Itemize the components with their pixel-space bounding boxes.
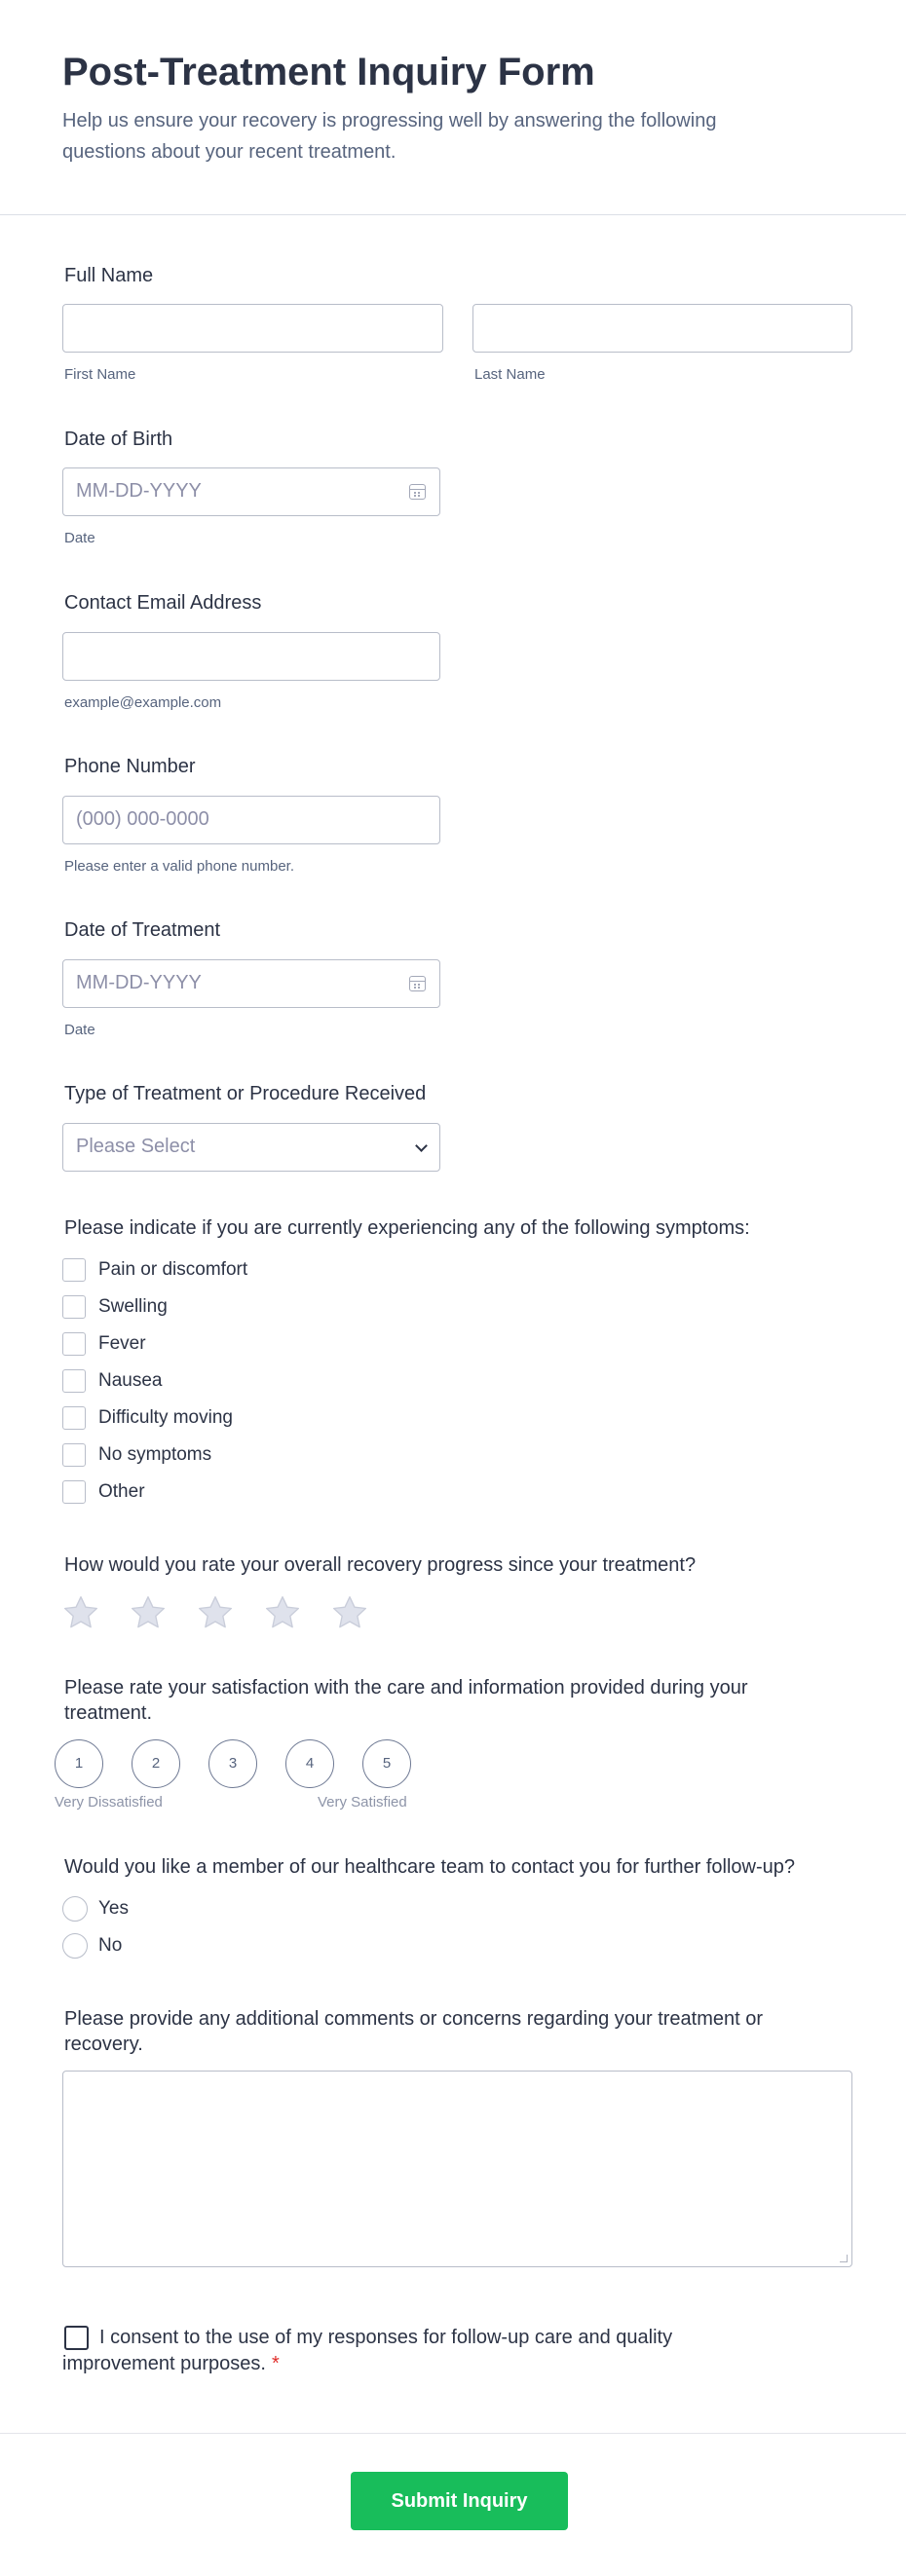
phone-input[interactable] xyxy=(62,796,440,844)
form-title: Post-Treatment Inquiry Form xyxy=(62,51,595,93)
satisfaction-label: Please rate your satisfaction with the care and information provided during your treatment. xyxy=(64,1677,748,1724)
followup-option-label: No xyxy=(98,1935,123,1956)
symptom-option-label: Nausea xyxy=(98,1370,163,1391)
symptom-option-label: No symptoms xyxy=(98,1444,212,1465)
last-name-input[interactable] xyxy=(472,304,852,353)
treatment-type-label: Type of Treatment or Procedure Received xyxy=(64,1083,427,1104)
checkbox[interactable] xyxy=(62,1295,86,1319)
consent-text: I consent to the use of my responses for follow-up care and quality improvement purposes. xyxy=(62,2327,673,2374)
required-asterisk: * xyxy=(271,2353,280,2374)
treatment-date-input[interactable] xyxy=(62,959,440,1008)
checkbox[interactable] xyxy=(62,1258,86,1282)
last-name-sublabel: Last Name xyxy=(474,366,546,383)
checkbox[interactable] xyxy=(62,1369,86,1393)
email-sublabel: example@example.com xyxy=(64,694,222,711)
comments-textarea[interactable] xyxy=(62,2071,852,2267)
treatment-date-placeholder: MM-DD-YYYY xyxy=(76,972,202,993)
scale-option-5[interactable]: 5 xyxy=(362,1739,411,1788)
full-name-label: Full Name xyxy=(64,265,154,286)
phone-label: Phone Number xyxy=(64,756,196,777)
first-name-input[interactable] xyxy=(62,304,443,353)
scale-high-label: Very Satisfied xyxy=(318,1794,407,1811)
star-icon[interactable] xyxy=(196,1593,235,1632)
treatment-type-selected: Please Select xyxy=(76,1136,196,1157)
symptom-option-label: Difficulty moving xyxy=(98,1407,233,1428)
calendar-icon[interactable] xyxy=(409,976,426,991)
resize-handle-icon[interactable] xyxy=(840,2255,848,2262)
symptom-option-label: Pain or discomfort xyxy=(98,1259,248,1280)
chevron-down-icon xyxy=(415,1139,428,1152)
scale-option-1[interactable]: 1 xyxy=(55,1739,103,1788)
dob-label: Date of Birth xyxy=(64,429,173,450)
radio-button[interactable] xyxy=(62,1933,88,1959)
star-icon[interactable] xyxy=(129,1593,168,1632)
star-icon[interactable] xyxy=(330,1593,369,1632)
consent-label xyxy=(62,2325,783,2377)
star-icon[interactable] xyxy=(263,1593,302,1632)
checkbox[interactable] xyxy=(62,1406,86,1430)
scale-option-2[interactable]: 2 xyxy=(132,1739,180,1788)
form-description: Help us ensure your recovery is progressing well by answering the following questions about your recent treatment. xyxy=(62,110,717,163)
symptom-option-label: Fever xyxy=(98,1333,146,1354)
comments-label: Please provide any additional comments or concerns regarding your treatment or recovery. xyxy=(64,2008,764,2055)
symptom-option-label: Swelling xyxy=(98,1296,168,1317)
scale-option-3[interactable]: 3 xyxy=(208,1739,257,1788)
checkbox[interactable] xyxy=(62,1443,86,1467)
calendar-icon[interactable] xyxy=(409,484,426,500)
star-icon[interactable] xyxy=(61,1593,100,1632)
symptom-option-label: Other xyxy=(98,1481,145,1502)
followup-option-label: Yes xyxy=(98,1898,129,1919)
phone-placeholder: (000) 000-0000 xyxy=(76,808,209,830)
scale-low-label: Very Dissatisfied xyxy=(55,1794,163,1811)
followup-label: Would you like a member of our healthcare team to contact you for further follow-up? xyxy=(64,1856,796,1878)
scale-option-4[interactable]: 4 xyxy=(285,1739,334,1788)
treatment-date-label: Date of Treatment xyxy=(64,919,221,941)
recovery-rating-label: How would you rate your overall recovery progress since your treatment? xyxy=(64,1554,697,1576)
form-header xyxy=(0,0,906,215)
email-label: Contact Email Address xyxy=(64,592,262,614)
dob-placeholder: MM-DD-YYYY xyxy=(76,480,202,502)
radio-button[interactable] xyxy=(62,1896,88,1922)
submit-button[interactable]: Submit Inquiry xyxy=(351,2472,568,2530)
dob-sublabel: Date xyxy=(64,530,95,546)
treatment-date-sublabel: Date xyxy=(64,1022,95,1038)
phone-sublabel: Please enter a valid phone number. xyxy=(64,858,294,875)
first-name-sublabel: First Name xyxy=(64,366,136,383)
symptoms-label: Please indicate if you are currently experiencing any of the following symptoms: xyxy=(64,1217,750,1239)
email-input[interactable] xyxy=(62,632,440,681)
dob-input[interactable] xyxy=(62,467,440,516)
checkbox[interactable] xyxy=(62,1480,86,1504)
treatment-type-select[interactable] xyxy=(62,1123,440,1172)
checkbox[interactable] xyxy=(62,1332,86,1356)
